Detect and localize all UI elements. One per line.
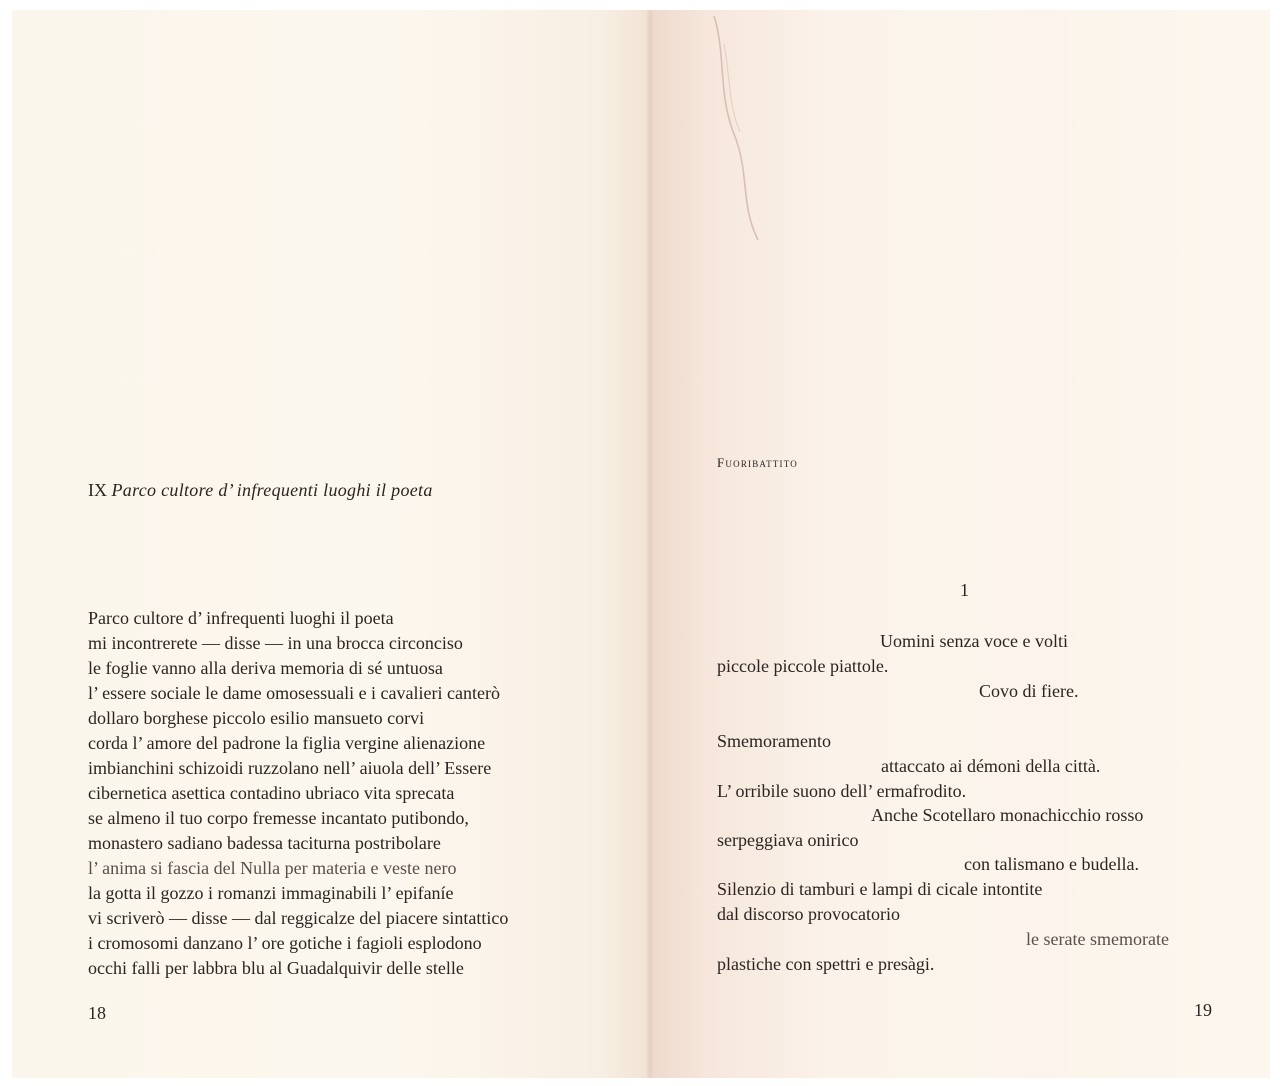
poem-line: con talismano e budella. [964,854,1139,874]
poem-line: l’ essere sociale le dame omosessuali e i cavalieri canterò [88,683,500,703]
poem-line: cibernetica asettica contadino ubriaco vita sprecata [88,783,455,803]
poem-line: Smemoramento [717,731,831,751]
poem-line: occhi falli per labbra blu al Guadalquivir delle stelle [88,958,464,978]
poem-line: Uomini senza voce e volti [880,631,1068,651]
poem-line: i cromosomi danzano l’ ore gotiche i fagioli esplodono [88,933,482,953]
page-number-right: 19 [1194,1000,1212,1020]
poem-heading-right: Fuoribattito [717,455,798,470]
book-gutter [646,10,654,1078]
poem-heading [88,480,433,501]
poem-heading-title: Parco cultore d’ infrequenti luoghi il poeta [111,480,433,500]
page-number-left: 18 [88,1003,106,1023]
poem-line: vi scriverò — disse — dal reggicalze del piacere sintattico [88,908,509,928]
poem-line: Anche Scotellaro monachicchio rosso [871,805,1144,825]
poem-line: mi incontrerete — disse — in una brocca circonciso [88,633,463,653]
section-number: 1 [960,580,969,600]
poem-line: Covo di fiere. [979,681,1079,701]
poem-line: plastiche con spettri e presàgi. [717,954,935,974]
poem-line: piccole piccole piattole. [717,656,889,676]
poem-line: le serate smemorate [1026,929,1169,949]
poem-line: imbianchini schizoidi ruzzolano nell’ aiuola dell’ Essere [88,758,492,778]
poem-line: corda l’ amore del padrone la figlia vergine alienazione [88,733,486,753]
poem-heading-number: IX [88,480,107,500]
poem-line: attaccato ai démoni della città. [881,756,1101,776]
poem-line: l’ anima si fascia del Nulla per materia e veste nero [88,858,457,878]
poem-line: se almeno il tuo corpo fremesse incantato putibondo, [88,808,469,828]
poem-line: la gotta il gozzo i romanzi immaginabili l’ epifaníe [88,883,454,903]
paper-crease-mark [700,14,770,244]
poem-line: Parco cultore d’ infrequenti luoghi il poeta [88,608,394,628]
poem-line: Silenzio di tamburi e lampi di cicale intontite [717,879,1043,899]
poem-line: dollaro borghese piccolo esilio mansueto corvi [88,708,425,728]
poem-line: monastero sadiano badessa taciturna postribolare [88,833,441,853]
poem-line: dal discorso provocatorio [717,904,900,924]
poem-line: L’ orribile suono dell’ ermafrodito. [717,781,967,801]
poem-line: serpeggiava onirico [717,830,859,850]
poem-line: le foglie vanno alla deriva memoria di sé untuosa [88,658,443,678]
